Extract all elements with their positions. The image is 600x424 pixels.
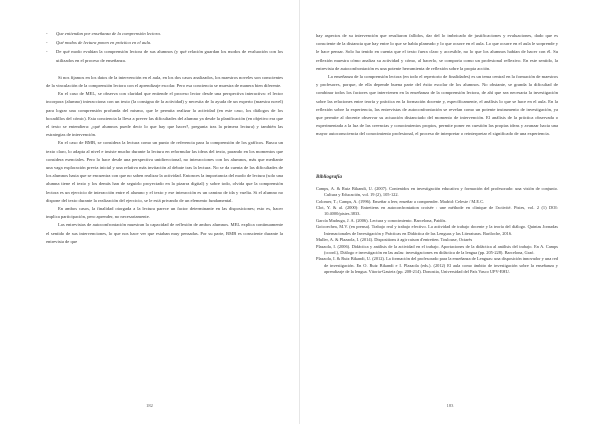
reference-entry: García Madruga, J. A. (2006). Lectura y conocimiento. Barcelona, Paidós. [316, 217, 447, 223]
page-number-right: 183 [446, 402, 454, 408]
body-paragraph: La enseñanza de la comprensión lectora (en todo el repertorio de finalidades) es un tema central en la formación de maestros y profesores, porque, de ella depende buena parte del éxito escolar de los alumnos. No obstante, se granda la dificultad de combinar todos los factores que intervienen en la enseñanza de la comprensión lectora, de ahí que sea necesaria la investigación sobre las relaciones entre teoría y práctica en la formación docente y, específicamente, el análisis lo que se hace en el aula. En la reflexión sobre la experiencia, las entrevistas de autoconfrontación se revelan como un potente instrumento de investigación, ya que permite al docente observar su actuación distanciado del momento de intervención. El análisis de la práctica observada o experimentada a la luz de las creencias y conocimientos propios, permite poner en cuestión las propias ideas y avanzar hacia una mayor autoconsciencia del conocimiento profesional, el proceso de interpretar o reinterpretar el significado de una experiencia. [316, 74, 558, 137]
reference-entry: Colomer, T.; Camps, A. (1996). Enseñar a leer, enseñar a comprender. Madrid: Celeste / M.E.C. [316, 198, 485, 204]
reference-entry: Plazaola, I. & Ruiz Bikandi, U. (2012). La formación del profesorado para la enseñanza de Lenguas: una disposición innovador y una red de investigación. En O. Ruiz Bikandi e I. Plazaola (eds.). (2012) El aula como ámbito de investigación sobre la enseñanza y aprendizaje de la lengua. Vitoria-Gasteiz (pp. 208-214). Donostia, Universidad del País Vasco UPV-EHU. [316, 256, 558, 275]
reference-entry: Muller, A. & Plazaola, I. (2014). Dispositions à agir raison d'entretien. Toulouse, Octarès [316, 237, 473, 243]
body-paragraph: hay aspectos de su intervención que resultaron fallidos, dar del lo imbricado de justificaciones y evaluaciones, dado que es consciente de la distancia que hay entre lo que se había planeado y lo que ocurre en el aula. Lo que ocurre en el aula le sorprende y le hace pensar. Solo ha tenido en cuenta que el texto fuera claro y accesible, no lo que los alumnos habían de hacer con él. Su reflexión muestra cómo analiza su actividad y cómo, al hacerlo, se comporta como un profesional reflexivo. En este sentido, la entrevista de autoconfrontación es una potente herramienta de reflexión sobre la propia acción. [316, 33, 558, 71]
right-page [300, 0, 600, 424]
body-paragraph: Si nos fijamos en los datos de la intervención en el aula, en los dos casos analizados, los maestros noveles son conscientes de la vinculación de la comprensión lectora con el aprendizaje escolar. Pero esa conciencia se muestra de manera bien diferente. [46, 74, 283, 89]
bullet-item: - Qué modos de lectura ponen en práctica en el aula. [46, 39, 283, 47]
bullet-list [46, 30, 283, 65]
reference-entry: Camps, A. & Ruiz Bikandi, U. (2007). Contenidos en investigación educativa y formación del profesorado: una visión de conjunto. Cultura y Educación, vol. 19 (2), 105-122. [316, 185, 558, 198]
bullet-item: - Que entiendan por enseñanza de la comprensión lectora. [46, 30, 283, 38]
bullet-item: - De qué modo evalúan la comprensión lectora de sus alumnos (y qué relación guardan los modos de evaluación con los utilizados en el proceso de enseñanza. [46, 48, 283, 64]
reference-entry: Plazaola, I. (2006). Didáctica y análisis de la actividad en el trabajo. Aportaciones de la didáctica al análisis del trabajo. En A. Camps (coord.), Diálogo e investigación en las aulas: investigaciones en didáctica de la lengua (pp. 205-228). Barcelona, Graó. [316, 243, 558, 255]
bibliography-heading: Bibliografía [316, 173, 342, 180]
reference-entry: Clot, Y. & al. (2000): Entretiens en autoconfrontation croisée : une méthode en clinique de l'activité. Pistes, vol. 2 (1) DOI: 10.4000/pistes.3833. [316, 205, 558, 217]
body-paragraph: En ambos casos, la finalidad otorgada a la lectura parece un factor determinante en las disposiciones; esto es, hacer implica participación, pero aprender, no necesariamente. [46, 206, 283, 220]
reference-entry: Goicoechea, M.V. (en prensa). Trabajo real y trabajo efectivo. La actividad de trabajo docente y la teoría del diálogo. Quintas Jornadas Internacionales de Investigación y Prácticas en Didáctica de las Lenguas y las Literaturas. Bariloche, 2016. [316, 224, 558, 236]
page-number-left: 182 [146, 402, 153, 408]
body-paragraph: En el caso de MEL, se observa con claridad que entiende el proceso lector desde una perspectiva interactiva: el lector incorpora (alumno) interacciona con un texto (la consigna de la actividad) y necesita de la ayuda de un experto (maestra novel) para lograr una comprensión profunda del mismo, que le permita realizar la actividad (en este caso, los diálogos de los bocadillos del cómic). Esta conciencia la lleva a prever las dificultades del alumno ya desde la planificación (en objetivo era que el texto se entendiera: ¿qué alumnos puede decir lo que hay que hacer?, pregunta tras la primera lectura) y también las estrategias de intervención. [46, 91, 283, 138]
body-paragraph: En el caso de BMB, se considera la lectura como un punto de referencia para la comprensión de los gráficos. Busca un texto claro, lo adapta al nivel e insiste mucho durante la lectura en reformular las ideas del texto, parando en los momentos que considera esenciales. Pero lo hace desde una perspectiva unidireccional, no interacciones con los alumnos, más que mediante una vaga exploración previa inicial y una relativa más invitación al debate tras la lectura. No se da cuenta de las dificultades de los alumnos hasta que se encuentra con que no saben realizar la actividad. Entonces la importancia del modo de lectura (solo una alumna tiene el texto y los demás han de seguirlo proyectado en la pizarra digital) y sobre todo, olvida que la comprensión lectora es un ejercicio de interacción entre el alumno y el texto y ese interacción es un camino de ida y vuelta. Si el alumno no dispone del texto durante la realización del ejercicio, se le está privando de un elemento fundamental. [46, 140, 284, 203]
left-body [46, 74, 283, 246]
body-paragraph: Las entrevistas de autoconfrontación muestran la capacidad de reflexión de ambos alumnos. MEL explica continuamente el sentido de sus intervenciones, lo que nos hace ver que estaban muy pensadas. Por su parte, BMB es consciente durante la entrevista de que [46, 222, 283, 244]
right-body [316, 32, 558, 139]
reference-list [316, 186, 558, 276]
